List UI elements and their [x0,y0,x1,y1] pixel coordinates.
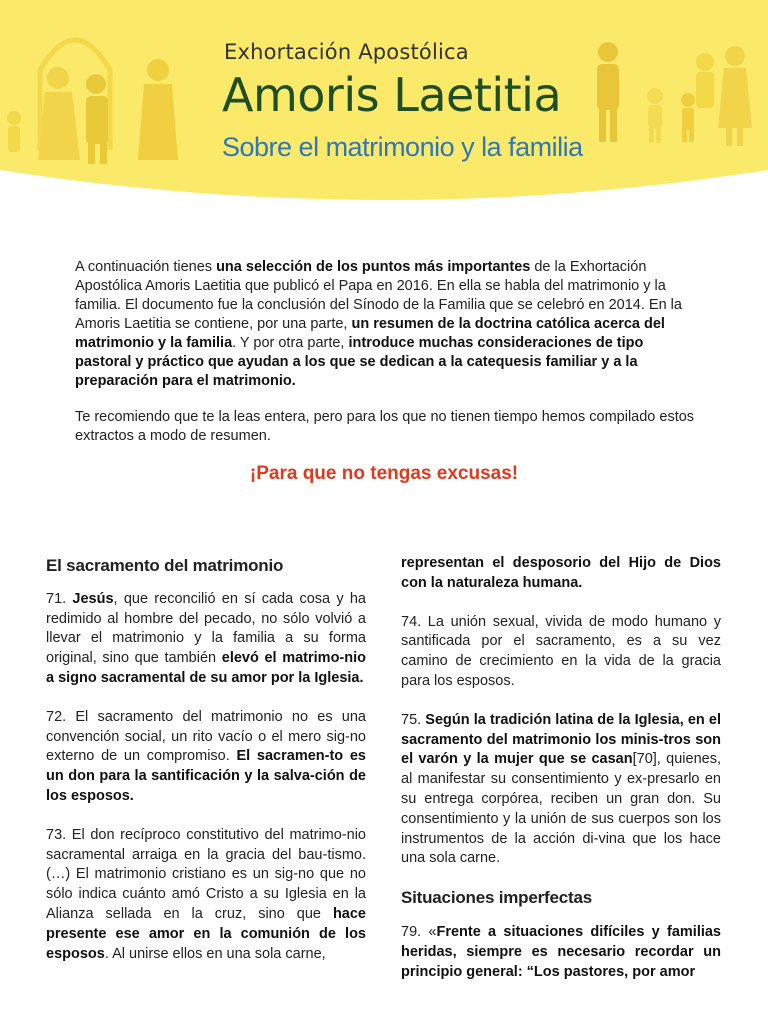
paragraph-72 [46,708,366,807]
para-bold: elevó el matrimo-nio a signo sacramental de su amor por la Iglesia. [46,650,366,686]
para-bold: El sacramen-to es un don para la santificación y la salva-ción de los esposos. [46,748,366,804]
intro-bold: una selección de los puntos más importantes [216,259,531,275]
mother-icon [718,46,752,146]
para-bold: Según la tradición latina de la Iglesia, en el sacramento del matrimonio los minis-tros son el varón y la mujer que se casan [401,711,722,768]
priest-icon [138,59,178,160]
intro-section [75,258,695,463]
kid-icon [681,93,695,142]
intro-text: . Y por otra parte, [232,335,349,351]
child-running-icon [647,88,663,143]
para-text: , que reconcilió en sí cada cosa y ha redimido al hombre del pecado, no sólo volvió a llevar el matrimonio y la familia a su forma original, sino que también [46,590,366,667]
bride-icon [38,67,80,160]
para-bold: Frente a situaciones difíciles y familias heridas, siempre es necesario recordar un principio general: “Los pastores, por amor [401,923,721,980]
para-text: [70], quienes, al manifestar su consentimiento y ex-presarlo en su entrega corpórea, reciben un gran don. Su consentimiento y la unión de sus cuerpos son los instrumentos de la acción di-vina que los hace una sola carne. [401,751,721,867]
paragraph-79 [401,923,721,982]
paragraph-71 [46,590,366,689]
section-heading-sacramento: El sacramento del matrimonio [46,556,284,575]
para-bold: hace presente ese amor en la comunión de los esposos [46,905,366,962]
para-bold: representan el desposorio del Hijo de Dios con la naturaleza humana. [401,555,721,591]
para-text: . Al unirse ellos en una sola carne, [104,945,326,962]
paragraph-74: 74. La unión sexual, vivida de modo humano y santificada por el sacramento, es a su vez camino de crecimiento en la vida de la gracia para los esposos. [401,613,721,689]
intro-paragraph-1 [75,258,695,391]
para-text: 79. « [401,923,437,940]
para-text: 73. El don recíproco constitutivo del matrimo-nio sacramental arraiga en la gracia del bau-tismo. (…) El matrimonio cristiano es un sig-no que no sólo indica cuánto amó Cristo a su Iglesia en la Alianza sellada en la cruz, sino que [46,826,366,922]
paragraph-75 [401,711,721,869]
intro-text: de la Exhortación Apostólica Amoris Laetitia que publicó el Papa en 2016. En ella se habla del matrimonio y la familia. El documento fue la conclusión del Sínodo de la Familia que se celebró en 2014. En la Amoris Laetitia se contiene, por una parte, [75,259,682,332]
page-title: Amoris Laetitia [222,68,562,122]
father-icon [597,42,619,142]
para-text: 72. El sacramento del matrimonio no es una convención social, un rito vacío o el mero sig-no externo de un compromiso. [46,708,366,765]
para-text: 75. [401,711,426,728]
intro-bold: un resumen de la doctrina católica acerca del matrimonio y la familia [75,316,665,351]
header-banner [0,0,768,200]
child-icon [7,111,21,152]
page-subtitle: Sobre el matrimonio y la familia [222,132,583,162]
para-text: 71. [46,590,73,607]
call-to-action: ¡Para que no tengas excusas! [249,463,519,484]
groom-icon [86,74,108,164]
paragraph-73 [46,826,366,965]
paragraph-73-continued [401,554,721,594]
section-heading-situaciones: Situaciones imperfectas [401,888,592,908]
left-column [46,552,366,983]
grandparents-icon [696,53,714,108]
intro-text: A continuación tienes [75,259,217,275]
kicker-text: Exhortación Apostólica [224,40,469,64]
para-bold: Jesús [72,590,114,607]
intro-paragraph-2: Te recomiendo que te la leas entera, pero para los que no tienen tiempo hemos compilado estos extractos a modo de resumen. [75,409,695,444]
right-column [401,554,721,1001]
intro-bold: introduce muchas consideraciones de tipo pastoral y práctico que ayudan a los que se dedican a la catequesis familiar y a la preparación para el matrimonio. [75,335,644,389]
